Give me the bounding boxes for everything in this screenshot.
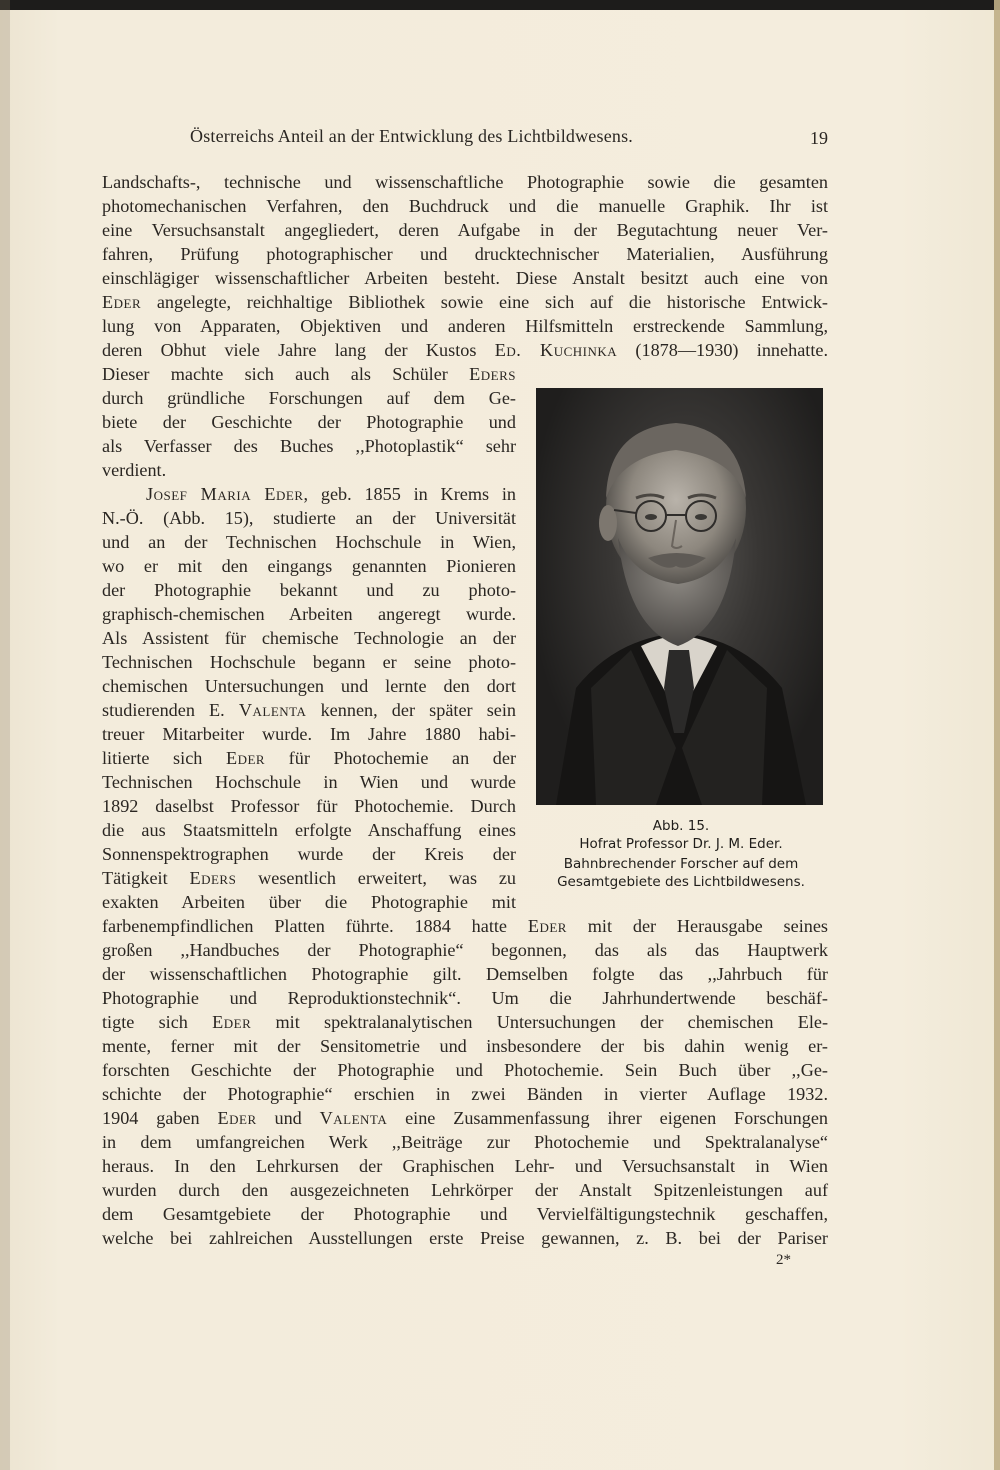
person-name: Eders <box>469 364 516 384</box>
person-name: Josef Maria Eder <box>146 484 304 504</box>
text-line: photomechanischen Verfahren, den Buchdruck und die manuelle Graphik. Ihr ist <box>102 196 828 216</box>
text-line: 1892 daselbst Professor für Photochemie. Durch <box>102 796 516 816</box>
text-line: exakten Arbeiten über die Photographie mit <box>102 892 516 912</box>
figure-caption-line: Hofrat Professor Dr. J. M. Eder. <box>579 836 783 852</box>
person-name: Eder <box>527 916 567 936</box>
text-line: chemischen Untersuchungen und lernte den dort <box>102 676 516 696</box>
text-line: deren Obhut viele Jahre lang der Kustos Ed. Kuchinka (1878—1930) innehatte. <box>102 340 828 360</box>
figure-label: Abb. 15. <box>652 818 710 834</box>
text-line: graphisch-chemischen Arbeiten angeregt wurde. <box>102 604 516 624</box>
text-line: Josef Maria Eder, geb. 1855 in Krems in <box>146 484 516 504</box>
person-name: Eders <box>189 868 237 888</box>
text-line: verdient. <box>102 460 167 480</box>
person-name: Eder <box>217 1108 257 1128</box>
text-line: großen ,,Handbuches der Photographie“ begonnen, das als das Hauptwerk <box>102 940 828 960</box>
person-name: Eder <box>212 1012 252 1032</box>
person-name: Ed. Kuchinka <box>494 340 618 360</box>
text-line: Tätigkeit Eders wesentlich erweitert, was zu <box>102 868 517 888</box>
text-line: Photographie und Reproduktionstechnik“. Um die Jahrhundertwende beschäf- <box>102 988 828 1008</box>
text-line: heraus. In den Lehrkursen der Graphischen Lehr- und Versuchsanstalt in Wien <box>102 1156 828 1176</box>
person-name: Valenta <box>238 700 307 720</box>
text-line: litierte sich Eder für Photochemie an der <box>102 748 516 768</box>
text-line: der wissenschaftlichen Photographie gilt. Demselben folgte das ,,Jahrbuch für <box>102 964 828 984</box>
person-name: Valenta <box>319 1108 388 1128</box>
text-line: forschten Geschichte der Photographie und Photochemie. Sein Buch über ,,Ge- <box>102 1060 828 1080</box>
text-line: einschlägiger wissenschaftlicher Arbeiten besteht. Diese Anstalt besitzt auch eine von <box>102 268 828 288</box>
scan-top-edge <box>0 0 1000 10</box>
text-line: fahren, Prüfung photographischer und drucktechnischer Materialien, Ausführung <box>102 244 828 264</box>
text-line: dem Gesamtgebiete der Photographie und Vervielfältigungstechnik geschaffen, <box>102 1204 828 1224</box>
text-line: die aus Staatsmitteln erfolgte Anschaffung eines <box>102 820 516 840</box>
text-line: schichte der Photographie“ erschien in zwei Bänden in vierter Auflage 1932. <box>102 1084 828 1104</box>
text-line: Eder angelegte, reichhaltige Bibliothek sowie eine sich auf die historische Entwick- <box>102 292 828 312</box>
text-line: mente, ferner mit der Sensitometrie und insbesondere der bis dahin wenig er- <box>102 1036 828 1056</box>
text-line: N.-Ö. (Abb. 15), studierte an der Universität <box>102 508 516 528</box>
text-line: als Verfasser des Buches ,,Photoplastik“ sehr <box>102 436 516 456</box>
scan-left-edge <box>0 0 10 1470</box>
scan-right-edge <box>994 0 1000 1470</box>
text-line: durch gründliche Forschungen auf dem Ge- <box>102 388 516 408</box>
figure-caption-line: Bahnbrechender Forscher auf dem <box>563 856 799 872</box>
text-line: welche bei zahlreichen Ausstellungen erste Preise gewannen, z. B. bei der Pariser <box>102 1228 828 1248</box>
text-line: der Photographie bekannt und zu photo- <box>102 580 516 600</box>
text-line: eine Versuchsanstalt angegliedert, deren Aufgabe in der Begutachtung neuer Ver- <box>102 220 828 240</box>
figure-caption-line: Gesamtgebiete des Lichtbildwesens. <box>557 874 805 890</box>
page-number: 19 <box>810 128 828 148</box>
running-title: Österreichs Anteil an der Entwicklung des Lichtbildwesens. <box>190 126 633 146</box>
text-line: biete der Geschichte der Photographie und <box>102 412 516 432</box>
text-line: tigte sich Eder mit spektralanalytischen Untersuchungen der chemischen Ele- <box>102 1012 829 1032</box>
text-line: treuer Mitarbeiter wurde. Im Jahre 1880 habi- <box>102 724 516 744</box>
person-name: Eder <box>102 292 142 312</box>
text-line: in dem umfangreichen Werk ,,Beiträge zur Photochemie und Spektralanalyse“ <box>102 1132 828 1152</box>
text-line: lung von Apparaten, Objektiven und anderen Hilfsmitteln erstreckende Sammlung, <box>102 316 828 336</box>
text-line: studierenden E. Valenta kennen, der später sein <box>102 700 516 720</box>
text-line: farbenempfindlichen Platten führte. 1884 hatte Eder mit der Herausgabe seines <box>102 916 829 936</box>
text-line: und an der Technischen Hochschule in Wien, <box>102 532 516 552</box>
text-line: Dieser machte sich auch als Schüler Eders <box>102 364 516 384</box>
text-line: Als Assistent für chemische Technologie an der <box>102 628 516 648</box>
portrait-photo <box>536 388 823 805</box>
text-line: Landschafts-, technische und wissenschaftliche Photographie sowie die gesamten <box>102 172 828 192</box>
text-line: Sonnenspektrographen wurde der Kreis der <box>102 844 516 864</box>
signature-mark: 2* <box>776 1252 791 1268</box>
text-line: wo er mit den eingangs genannten Pionieren <box>102 556 516 576</box>
text-line: Technischen Hochschule in Wien und wurde <box>102 772 516 792</box>
text-line: wurden durch den ausgezeichneten Lehrkörper der Anstalt Spitzenleistungen auf <box>102 1180 828 1200</box>
portrait-illustration <box>536 388 823 805</box>
person-name: Eder <box>225 748 266 768</box>
text-line: Technischen Hochschule begann er seine photo- <box>102 652 516 672</box>
text-line: 1904 gaben Eder und Valenta eine Zusammenfassung ihrer eigenen Forschungen <box>102 1108 829 1128</box>
